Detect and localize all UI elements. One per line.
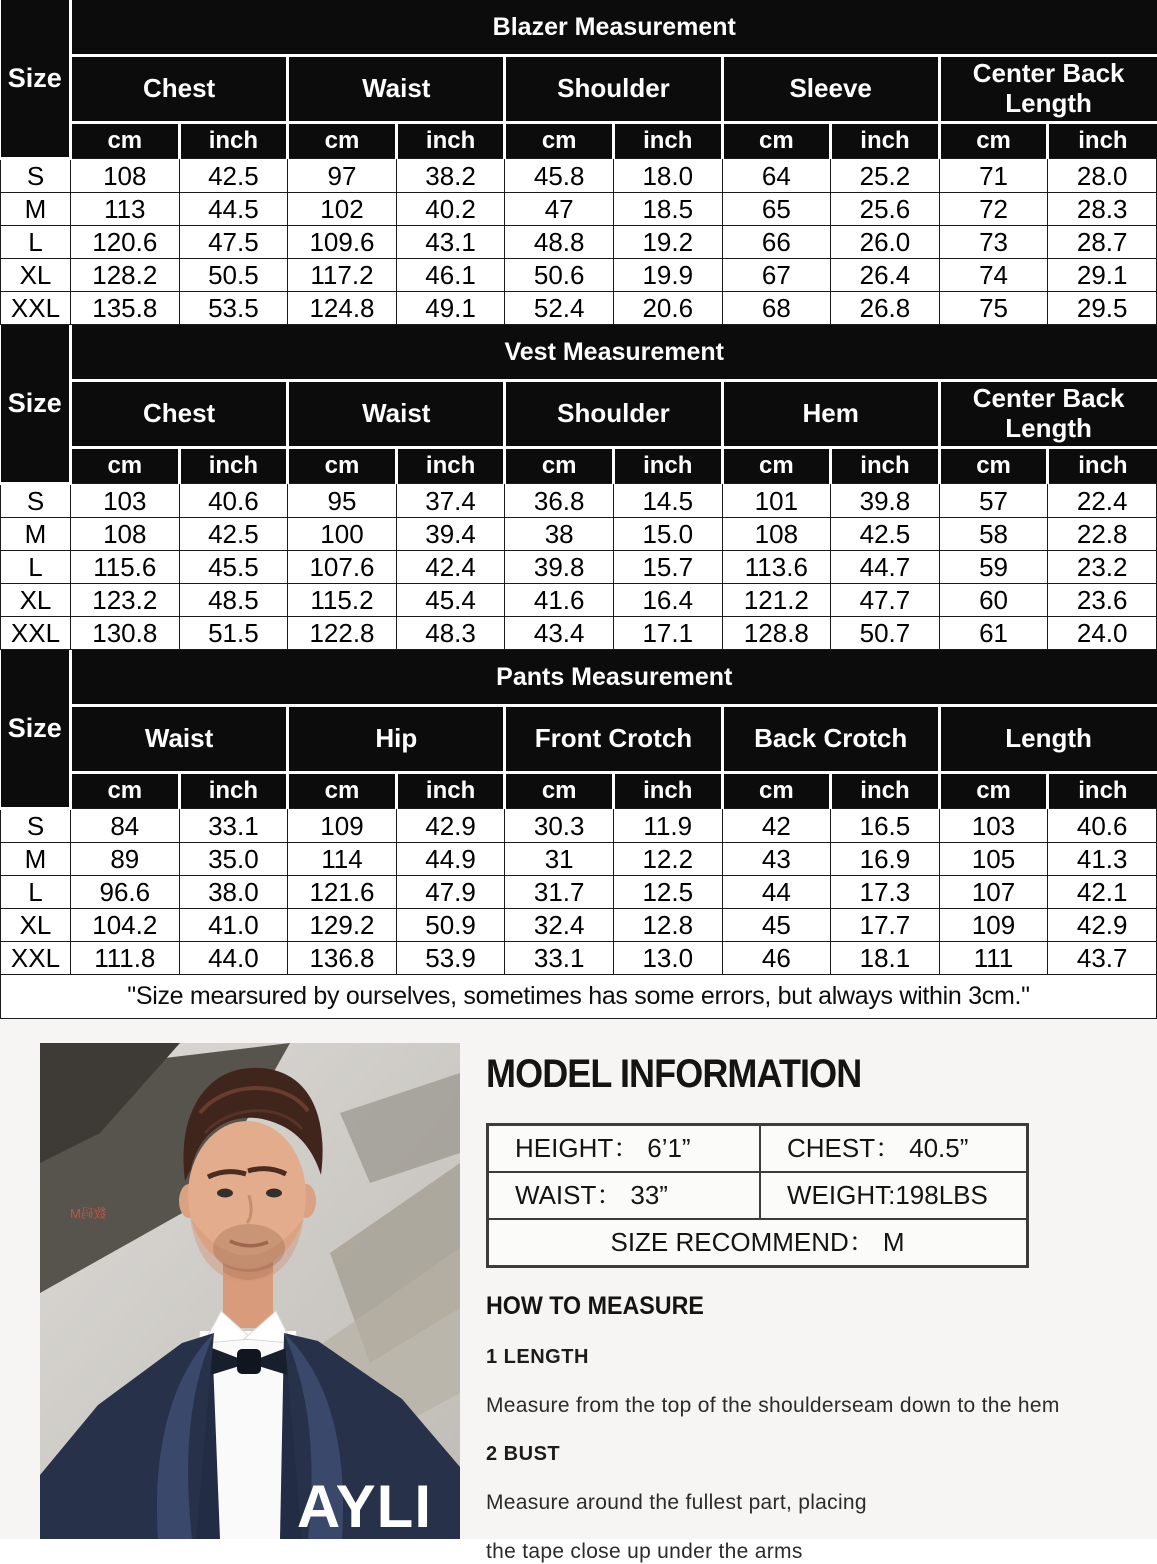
measurement-value: 105 [939, 843, 1048, 876]
size-row [1, 809, 1157, 843]
measurement-value: 42.5 [179, 518, 288, 551]
measurement-value: 39.8 [505, 551, 614, 584]
size-row [1, 617, 1157, 650]
table-title: Blazer Measurement [71, 0, 1157, 56]
measurement-value: 38.2 [396, 159, 505, 193]
measurement-value: 17.3 [831, 876, 940, 909]
measurement-value: 35.0 [179, 843, 288, 876]
unit-header: inch [831, 773, 940, 809]
weight-label: WEIGHT: [787, 1180, 896, 1210]
measurement-value: 100 [288, 518, 397, 551]
column-group-header: Center Back Length [939, 56, 1156, 123]
measurement-value: 48.3 [396, 617, 505, 650]
measurement-value: 108 [71, 159, 180, 193]
measurement-value: 95 [288, 484, 397, 518]
measurement-value: 41.3 [1048, 843, 1157, 876]
measurement-value: 38 [505, 518, 614, 551]
measurement-value: 31 [505, 843, 614, 876]
row-size-label: S [1, 809, 71, 843]
model-info-title: MODEL INFORMATION [486, 1052, 862, 1096]
measurement-value: 43.1 [396, 226, 505, 259]
weight-value: 198LBS [895, 1180, 988, 1210]
measurement-value: 44.9 [396, 843, 505, 876]
unit-header: inch [1048, 123, 1157, 159]
measurement-value: 109 [288, 809, 397, 843]
measurement-value: 51.5 [179, 617, 288, 650]
measurement-value: 104.2 [71, 909, 180, 942]
size-row [1, 584, 1157, 617]
measurement-value: 23.2 [1048, 551, 1157, 584]
measurement-value: 101 [722, 484, 831, 518]
column-group-header: Shoulder [505, 56, 722, 123]
measurement-value: 121.6 [288, 876, 397, 909]
measurement-value: 45.4 [396, 584, 505, 617]
measurement-value: 103 [939, 809, 1048, 843]
measure-step-text: Measure around the fullest part, placing [486, 1491, 867, 1514]
unit-header: cm [71, 123, 180, 159]
measurement-value: 73 [939, 226, 1048, 259]
unit-header: cm [505, 123, 614, 159]
waist-value: 33” [630, 1180, 668, 1210]
measurement-value: 109.6 [288, 226, 397, 259]
measurement-value: 130.8 [71, 617, 180, 650]
column-group-header: Chest [71, 56, 288, 123]
measurement-value: 122.8 [288, 617, 397, 650]
size-row [1, 909, 1157, 942]
row-size-label: XL [1, 584, 71, 617]
measurement-value: 42.5 [831, 518, 940, 551]
measurement-value: 19.9 [613, 259, 722, 292]
unit-header: cm [288, 123, 397, 159]
measurement-value: 109 [939, 909, 1048, 942]
measurement-value: 40.2 [396, 193, 505, 226]
measurement-value: 29.5 [1048, 292, 1157, 325]
measurement-value: 40.6 [179, 484, 288, 518]
measurement-value: 22.8 [1048, 518, 1157, 551]
table-title: Vest Measurement [71, 325, 1157, 381]
measurement-value: 12.2 [613, 843, 722, 876]
measurement-value: 44.5 [179, 193, 288, 226]
unit-header: inch [396, 123, 505, 159]
measurement-value: 25.2 [831, 159, 940, 193]
measurement-value: 42 [722, 809, 831, 843]
row-size-label: M [1, 518, 71, 551]
size-recommend-label: SIZE RECOMMEND： [610, 1227, 875, 1257]
measurement-value: 42.9 [396, 809, 505, 843]
measurement-value: 16.4 [613, 584, 722, 617]
measurement-value: 18.0 [613, 159, 722, 193]
unit-header: cm [939, 123, 1048, 159]
measurement-value: 128.8 [722, 617, 831, 650]
measurement-value: 33.1 [179, 809, 288, 843]
unit-header: cm [71, 448, 180, 484]
measurement-value: 41.0 [179, 909, 288, 942]
unit-header: cm [288, 773, 397, 809]
size-recommend [488, 1219, 1027, 1266]
how-to-measure-title: HOW TO MEASURE [486, 1292, 704, 1320]
measurement-value: 49.1 [396, 292, 505, 325]
measurement-value: 97 [288, 159, 397, 193]
row-size-label: M [1, 843, 71, 876]
measurement-value: 115.6 [71, 551, 180, 584]
measurement-value: 45 [722, 909, 831, 942]
column-group-header: Sleeve [722, 56, 939, 123]
measurement-value: 46 [722, 942, 831, 975]
measurement-value: 13.0 [613, 942, 722, 975]
row-size-label: S [1, 484, 71, 518]
measurement-value: 68 [722, 292, 831, 325]
measurement-value: 12.8 [613, 909, 722, 942]
measurement-value: 40.6 [1048, 809, 1157, 843]
unit-header: cm [939, 448, 1048, 484]
model-photo [40, 1043, 460, 1539]
unit-header: cm [722, 448, 831, 484]
column-group-header: Hip [288, 706, 505, 773]
measurement-note: "Size mearsured by ourselves, sometimes has some errors, but always within 3cm." [0, 975, 1157, 1019]
row-size-label: L [1, 551, 71, 584]
model-waist [488, 1172, 760, 1219]
column-group-header: Length [939, 706, 1156, 773]
model-chest [760, 1125, 1027, 1172]
measurement-value: 43.4 [505, 617, 614, 650]
unit-header: inch [1048, 773, 1157, 809]
measurement-value: 114 [288, 843, 397, 876]
measurement-value: 53.9 [396, 942, 505, 975]
measurement-value: 102 [288, 193, 397, 226]
measurement-value: 15.7 [613, 551, 722, 584]
unit-header: cm [288, 448, 397, 484]
size-row [1, 518, 1157, 551]
measurement-value: 113 [71, 193, 180, 226]
column-group-header: Hem [722, 381, 939, 448]
row-size-label: L [1, 876, 71, 909]
watermark-text: 数码M [70, 1206, 107, 1221]
measurement-value: 18.5 [613, 193, 722, 226]
size-row [1, 193, 1157, 226]
size-column-header: Size [1, 325, 71, 484]
unit-header: cm [71, 773, 180, 809]
measurement-value: 50.7 [831, 617, 940, 650]
measurement-value: 25.6 [831, 193, 940, 226]
size-row [1, 876, 1157, 909]
measurement-value: 18.1 [831, 942, 940, 975]
size-row [1, 159, 1157, 193]
measurement-value: 41.6 [505, 584, 614, 617]
size-row [1, 942, 1157, 975]
column-group-header: Waist [288, 381, 505, 448]
measurement-value: 48.8 [505, 226, 614, 259]
unit-header: inch [396, 448, 505, 484]
pants-measurement-table [0, 650, 1157, 975]
row-size-label: XXL [1, 942, 71, 975]
blazer-measurement-table [0, 0, 1157, 325]
measurement-value: 71 [939, 159, 1048, 193]
measurement-value: 121.2 [722, 584, 831, 617]
measurement-value: 58 [939, 518, 1048, 551]
measurement-value: 96.6 [71, 876, 180, 909]
measurement-value: 44 [722, 876, 831, 909]
unit-header: cm [939, 773, 1048, 809]
measurement-value: 59 [939, 551, 1048, 584]
measurement-value: 33.1 [505, 942, 614, 975]
measurement-value: 108 [71, 518, 180, 551]
unit-header: cm [505, 773, 614, 809]
size-row [1, 551, 1157, 584]
measurement-value: 24.0 [1048, 617, 1157, 650]
measurement-value: 47.9 [396, 876, 505, 909]
how-to-measure-steps [486, 1346, 1146, 1564]
size-row [1, 226, 1157, 259]
measurement-value: 66 [722, 226, 831, 259]
unit-header: inch [179, 773, 288, 809]
row-size-label: M [1, 193, 71, 226]
measurement-value: 111 [939, 942, 1048, 975]
measurement-value: 52.4 [505, 292, 614, 325]
size-row [1, 843, 1157, 876]
measurement-value: 28.0 [1048, 159, 1157, 193]
measurement-value: 123.2 [71, 584, 180, 617]
measurement-value: 22.4 [1048, 484, 1157, 518]
measurement-value: 47.5 [179, 226, 288, 259]
vest-measurement-table [0, 325, 1157, 650]
measure-step-text: Measure from the top of the shoulderseam down to the hem [486, 1394, 1060, 1417]
measurement-value: 29.1 [1048, 259, 1157, 292]
measurement-value: 67 [722, 259, 831, 292]
measurement-value: 20.6 [613, 292, 722, 325]
measurement-value: 26.8 [831, 292, 940, 325]
column-group-header: Waist [71, 706, 288, 773]
unit-header: inch [613, 123, 722, 159]
measurement-value: 37.4 [396, 484, 505, 518]
measurement-value: 12.5 [613, 876, 722, 909]
model-info-table [486, 1123, 1029, 1268]
measurement-value: 75 [939, 292, 1048, 325]
measurement-value: 50.5 [179, 259, 288, 292]
column-group-header: Waist [288, 56, 505, 123]
chest-value: 40.5” [909, 1133, 969, 1163]
measurement-value: 135.8 [71, 292, 180, 325]
measurement-value: 50.9 [396, 909, 505, 942]
measurement-value: 74 [939, 259, 1048, 292]
measurement-value: 129.2 [288, 909, 397, 942]
model-height [488, 1125, 760, 1172]
measurement-value: 136.8 [288, 942, 397, 975]
table-title: Pants Measurement [71, 650, 1157, 706]
measurement-value: 38.0 [179, 876, 288, 909]
size-column-header: Size [1, 0, 71, 159]
unit-header: inch [613, 448, 722, 484]
measurement-value: 42.5 [179, 159, 288, 193]
measurement-value: 64 [722, 159, 831, 193]
measurement-value: 42.1 [1048, 876, 1157, 909]
measurement-value: 46.1 [396, 259, 505, 292]
unit-header: inch [613, 773, 722, 809]
row-size-label: XXL [1, 617, 71, 650]
measurement-value: 28.3 [1048, 193, 1157, 226]
measurement-value: 43.7 [1048, 942, 1157, 975]
row-size-label: XXL [1, 292, 71, 325]
measurement-value: 117.2 [288, 259, 397, 292]
measurement-value: 42.4 [396, 551, 505, 584]
measurement-value: 115.2 [288, 584, 397, 617]
measurement-value: 47 [505, 193, 614, 226]
measurement-value: 43 [722, 843, 831, 876]
column-group-header: Shoulder [505, 381, 722, 448]
unit-header: cm [505, 448, 614, 484]
column-group-header: Front Crotch [505, 706, 722, 773]
column-group-header: Back Crotch [722, 706, 939, 773]
measurement-value: 89 [71, 843, 180, 876]
row-size-label: S [1, 159, 71, 193]
measurement-value: 26.0 [831, 226, 940, 259]
measurement-value: 113.6 [722, 551, 831, 584]
measure-step-label: 1 LENGTH [486, 1346, 589, 1368]
measurement-value: 72 [939, 193, 1048, 226]
measurement-value: 16.9 [831, 843, 940, 876]
measurement-value: 124.8 [288, 292, 397, 325]
measurement-value: 107.6 [288, 551, 397, 584]
height-label: HEIGHT： [515, 1133, 640, 1163]
measurement-value: 31.7 [505, 876, 614, 909]
measurement-value: 44.0 [179, 942, 288, 975]
measurement-value: 15.0 [613, 518, 722, 551]
row-size-label: XL [1, 259, 71, 292]
measurement-value: 84 [71, 809, 180, 843]
row-size-label: XL [1, 909, 71, 942]
measurement-value: 19.2 [613, 226, 722, 259]
size-row [1, 292, 1157, 325]
measurement-value: 111.8 [71, 942, 180, 975]
measurement-value: 26.4 [831, 259, 940, 292]
measurement-value: 108 [722, 518, 831, 551]
size-row [1, 484, 1157, 518]
measurement-value: 16.5 [831, 809, 940, 843]
size-row [1, 259, 1157, 292]
measurement-value: 45.8 [505, 159, 614, 193]
measurement-value: 50.6 [505, 259, 614, 292]
measurement-value: 45.5 [179, 551, 288, 584]
measurement-value: 57 [939, 484, 1048, 518]
model-weight [760, 1172, 1027, 1219]
model-photo-illustration [40, 1043, 460, 1539]
measurement-value: 28.7 [1048, 226, 1157, 259]
column-group-header: Chest [71, 381, 288, 448]
measurement-value: 14.5 [613, 484, 722, 518]
measurement-value: 42.9 [1048, 909, 1157, 942]
height-value: 6’1” [647, 1133, 691, 1163]
measurement-value: 120.6 [71, 226, 180, 259]
unit-header: inch [179, 123, 288, 159]
measure-step-text: the tape close up under the arms [486, 1540, 803, 1563]
measurement-value: 107 [939, 876, 1048, 909]
measurement-value: 23.6 [1048, 584, 1157, 617]
column-group-header: Center Back Length [939, 381, 1156, 448]
measurement-value: 32.4 [505, 909, 614, 942]
bottom-section [0, 1019, 1157, 1563]
measurement-value: 53.5 [179, 292, 288, 325]
unit-header: inch [396, 773, 505, 809]
measurement-value: 103 [71, 484, 180, 518]
unit-header: cm [722, 773, 831, 809]
measurement-value: 65 [722, 193, 831, 226]
size-column-header: Size [1, 650, 71, 809]
unit-header: inch [831, 448, 940, 484]
measurement-value: 36.8 [505, 484, 614, 518]
measurement-value: 30.3 [505, 809, 614, 843]
brand-logo: AYLI [296, 1473, 432, 1540]
waist-label: WAIST： [515, 1180, 623, 1210]
measurement-value: 48.5 [179, 584, 288, 617]
model-information-section [486, 1019, 1146, 1564]
unit-header: cm [722, 123, 831, 159]
measurement-value: 47.7 [831, 584, 940, 617]
measurement-value: 17.7 [831, 909, 940, 942]
measurement-value: 44.7 [831, 551, 940, 584]
measurement-value: 17.1 [613, 617, 722, 650]
measurement-value: 61 [939, 617, 1048, 650]
chest-label: CHEST： [787, 1133, 902, 1163]
unit-header: inch [831, 123, 940, 159]
unit-header: inch [1048, 448, 1157, 484]
measurement-value: 39.4 [396, 518, 505, 551]
measurement-value: 128.2 [71, 259, 180, 292]
row-size-label: L [1, 226, 71, 259]
unit-header: inch [179, 448, 288, 484]
measurement-value: 39.8 [831, 484, 940, 518]
size-recommend-value: M [882, 1227, 905, 1257]
measurement-value: 60 [939, 584, 1048, 617]
measurement-value: 11.9 [613, 809, 722, 843]
measure-step-label: 2 BUST [486, 1443, 561, 1465]
